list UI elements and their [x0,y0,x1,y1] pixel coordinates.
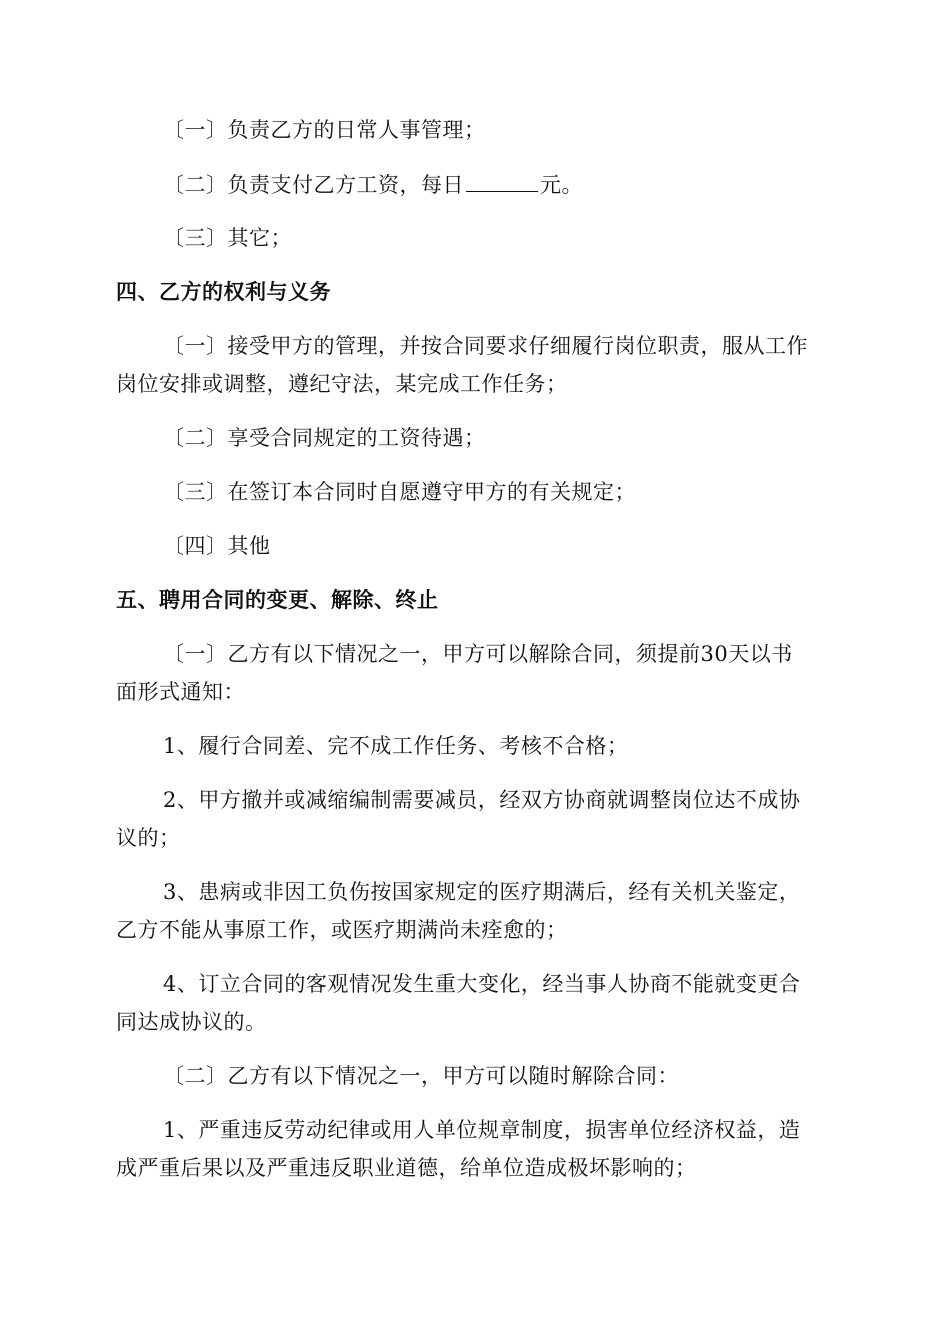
clause-3-2 [163,169,583,200]
clause-5-1-item-3-line-1: 3、患病或非因工负伤按国家规定的医疗期满后，经有关机关鉴定， [163,880,801,904]
clause-5-1-line-1: 〔一〕乙方有以下情况之一，甲方可以解除合同，须提前30天以书 [163,642,793,666]
section-5-heading: 五、聘用合同的变更、解除、终止 [116,588,439,612]
clause-5-1-item-4-line-2: 同达成协议的。 [116,1010,267,1034]
clause-5-2: 〔二〕乙方有以下情况之一，甲方可以随时解除合同： [163,1064,679,1088]
clause-5-2-item-1-line-2: 成严重后果以及严重违反职业道德，给单位造成极坏影响的； [116,1156,697,1180]
clause-4-1-line-1: 〔一〕接受甲方的管理，并按合同要求仔细履行岗位职责，服从工作 [163,334,808,358]
clause-3-1: 〔一〕负责乙方的日常人事管理； [163,118,486,142]
clause-5-1-item-1: 1、履行合同差、完不成工作任务、考核不合格； [163,734,629,758]
clause-5-1-item-4-line-1: 4、订立合同的客观情况发生重大变化，经当事人协商不能就变更合 [163,972,801,996]
clause-4-1-line-2: 岗位安排或调整，遵纪守法，某完成工作任务； [116,372,568,396]
clause-5-1-item-2-line-1: 2、甲方撤并或减缩编制需要减员，经双方协商就调整岗位达不成协 [163,788,801,812]
clause-3-2-suffix: 元。 [540,173,583,197]
wage-blank [466,169,538,192]
clause-4-4: 〔四〕其他 [163,534,271,558]
clause-5-1-item-2-line-2: 议的； [116,826,181,850]
section-4-heading: 四、乙方的权利与义务 [116,280,331,304]
clause-5-1-line-2: 面形式通知： [116,680,245,704]
clause-3-2-prefix: 〔二〕负责支付乙方工资，每日 [163,173,464,197]
clause-4-2: 〔二〕享受合同规定的工资待遇； [163,426,486,450]
clause-4-3: 〔三〕在签订本合同时自愿遵守甲方的有关规定； [163,480,636,504]
clause-3-3: 〔三〕其它； [163,226,292,250]
clause-5-2-item-1-line-1: 1、严重违反劳动纪律或用人单位规章制度，损害单位经济权益，造 [163,1118,801,1142]
clause-5-1-item-3-line-2: 乙方不能从事原工作，或医疗期满尚未痊愈的； [116,918,568,942]
